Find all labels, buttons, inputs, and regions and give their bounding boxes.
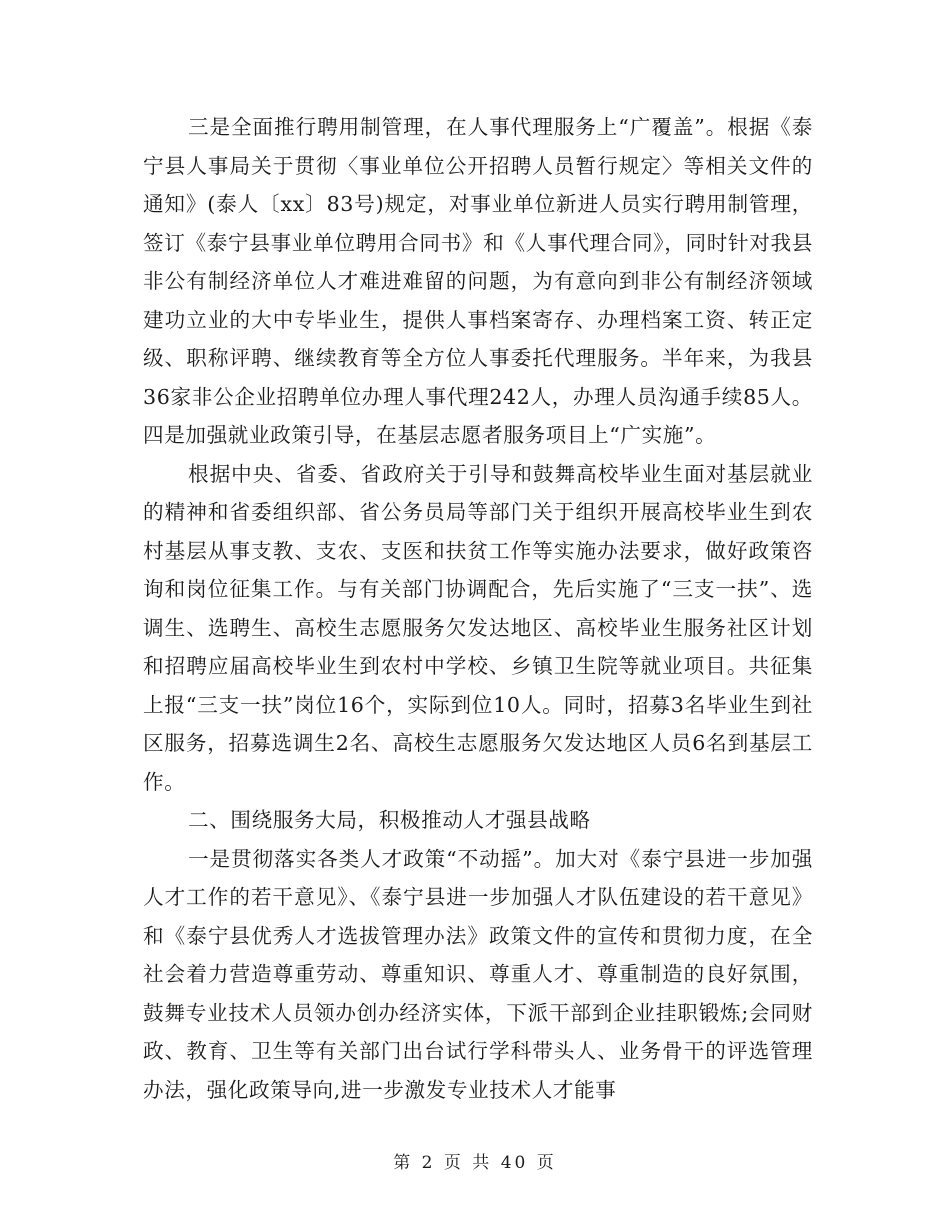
paragraph-1: 三是全面推行聘用制管理，在人事代理服务上“广覆盖”。根据《泰宁县人事局关于贯彻〈事业单位公开招聘人员暂行规定〉等相关文件的通知》(泰人〔xx〕83号)规定，对事业单位新进人员实行聘用制管理，签订《泰宁县事业单位聘用合同书》和《人事代理合同》，同时针对我县非公有制经济单位人才难进难留的问题，为有意向到非公有制经济领域建功立业的大中专毕业生，提供人事档案寄存、办理档案工资、转正定级、职称评聘、继续教育等全方位人事委托代理服务。半年来，为我县36家非公企业招聘单位办理人事代理242人，办理人员沟通手续85人。四是加强就业政策引导，在基层志愿者服务项目上“广实施”。 <box>143 115 813 447</box>
paragraph-3: 一是贯彻落实各类人才政策“不动摇”。加大对《泰宁县进一步加强人才工作的若干意见》、《泰宁县进一步加强人才队伍建设的若干意见》和《泰宁县优秀人才选拔管理办法》政策文件的宣传和贯彻力度，在全社会着力营造尊重劳动、尊重知识、尊重人才、尊重制造的良好氛围，鼓舞专业技术人员领办创办经济实体，下派干部到企业挂职锻炼;会同财政、教育、卫生等有关部门出台试行学科带头人、业务骨干的评选管理办法，强化政策导向,进一步激发专业技术人才能事 <box>143 846 813 1102</box>
paragraph-2: 根据中央、省委、省政府关于引导和鼓舞高校毕业生面对基层就业的精神和省委组织部、省公务员局等部门关于组织开展高校毕业生到农村基层从事支教、支农、支医和扶贫工作等实施办法要求，做好政策咨询和岗位征集工作。与有关部门协调配合，先后实施了“三支一扶”、选调生、选聘生、高校生志愿服务欠发达地区、高校毕业生服务社区计划和招聘应届高校毕业生到农村中学校、乡镇卫生院等就业项目。共征集上报“三支一扶”岗位16个，实际到位10人。同时，招募3名毕业生到社区服务，招募选调生2名、高校生志愿服务欠发达地区人员6名到基层工作。 <box>143 461 813 794</box>
section-heading: 二、围绕服务大局，积极推动人才强县战略 <box>188 808 591 832</box>
page-footer: 第 2 页 共 40 页 <box>393 1153 557 1173</box>
document-body <box>143 108 813 1109</box>
